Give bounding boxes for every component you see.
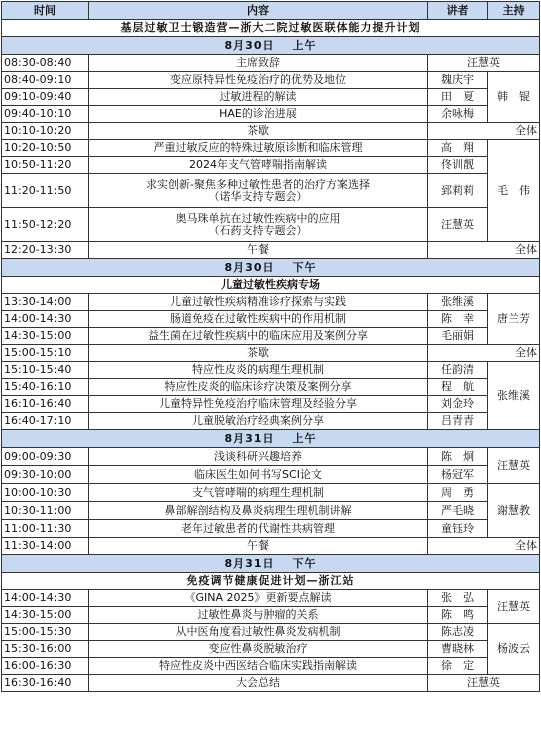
topic-sponsor: （石药支持专题会） — [208, 223, 308, 237]
time-cell: 08:30-08:40 — [2, 55, 89, 72]
host-cell: 杨波云 — [488, 624, 540, 675]
time-cell: 15:00-15:10 — [2, 345, 89, 362]
speaker-cell: 汪慧英 — [428, 675, 540, 692]
break-label: 茶歇 — [89, 123, 428, 140]
agenda-row — [2, 294, 540, 311]
host-cell: 汪慧英 — [488, 590, 540, 624]
speaker-cell: 汪慧英 — [428, 55, 540, 72]
time-cell: 10:50-11:20 — [2, 157, 89, 174]
agenda-row-closing — [2, 675, 540, 692]
section-period: 下午 — [292, 556, 317, 570]
speaker-cell: 汪慧英 — [428, 208, 488, 242]
topic-cell: 过敏性鼻炎与肿瘤的关系 — [89, 607, 428, 624]
agenda-row — [2, 174, 540, 208]
agenda-row — [2, 362, 540, 379]
section-period: 上午 — [292, 431, 317, 445]
speaker-cell: 张 弘 — [428, 590, 488, 607]
lunch-row — [2, 242, 540, 259]
speaker-cell: 魏庆宇 — [428, 72, 488, 89]
topic-cell: 变应性鼻炎脱敏治疗 — [89, 641, 428, 658]
speaker-cell: 童钰玲 — [428, 520, 488, 538]
time-cell: 09:00-09:30 — [2, 448, 89, 466]
speaker-cell: 张维溪 — [428, 294, 488, 311]
time-cell: 16:10-16:40 — [2, 396, 89, 413]
section-day1-pm — [2, 259, 540, 277]
topic-cell: HAE的诊治进展 — [89, 106, 428, 123]
topic-cell: 鼻部解剖结构及鼻炎病理生理机制讲解 — [89, 502, 428, 520]
time-cell: 14:00-14:30 — [2, 590, 89, 607]
host-cell: 唐兰芳 — [488, 294, 540, 345]
time-cell: 11:00-11:30 — [2, 520, 89, 538]
topic-cell: 儿童脱敏治疗经典案例分享 — [89, 413, 428, 430]
time-cell: 15:40-16:10 — [2, 379, 89, 396]
speaker-cell: 余咏梅 — [428, 106, 488, 123]
time-cell: 09:10-09:40 — [2, 89, 89, 106]
scope-cell: 全体 — [428, 123, 540, 140]
break-label: 茶歇 — [89, 345, 428, 362]
header-time: 时间 — [2, 2, 89, 20]
section-day2-pm — [2, 555, 540, 573]
agenda-row — [2, 641, 540, 658]
program-title-row — [2, 20, 540, 37]
speaker-cell: 程 航 — [428, 379, 488, 396]
lunch-label: 午餐 — [89, 242, 428, 259]
topic-cell: 特应性皮炎中西医结合临床实践指南解读 — [89, 658, 428, 675]
time-cell: 10:30-11:00 — [2, 502, 89, 520]
topic-cell: 支气管哮喘的病理生理机制 — [89, 484, 428, 502]
host-cell: 张维溪 — [488, 362, 540, 430]
speaker-cell: 佟训靓 — [428, 157, 488, 174]
time-cell: 11:20-11:50 — [2, 174, 89, 208]
time-cell: 15:10-15:40 — [2, 362, 89, 379]
topic-cell: 严重过敏反应的特殊过敏原诊断和临床管理 — [89, 140, 428, 157]
program-title: 基层过敏卫士锻造营—浙大二院过敏医联体能力提升计划 — [2, 20, 540, 37]
section-period: 下午 — [292, 260, 317, 274]
agenda-row-opening — [2, 55, 540, 72]
topic-line: 求实创新-聚焦多种过敏性患者的治疗方案选择 — [146, 177, 370, 191]
topic-cell: 益生菌在过敏性疾病中的临床应用及案例分享 — [89, 328, 428, 345]
agenda-row — [2, 624, 540, 641]
lunch-row — [2, 538, 540, 555]
speaker-cell: 吕青青 — [428, 413, 488, 430]
pediatric-title: 儿童过敏性疾病专场 — [2, 277, 540, 294]
topic-cell: 大会总结 — [89, 675, 428, 692]
section-day2-am — [2, 430, 540, 448]
agenda-row — [2, 520, 540, 538]
agenda-row — [2, 484, 540, 502]
topic-sponsor: （诺华支持专题会） — [208, 189, 308, 203]
speaker-cell: 杨冠军 — [428, 466, 488, 484]
speaker-cell: 刘金玲 — [428, 396, 488, 413]
section-date: 8月30日 — [224, 260, 275, 274]
program-title-2: 免疫调节健康促进计划—浙江站 — [2, 573, 540, 590]
speaker-cell: 曹晓林 — [428, 641, 488, 658]
time-cell: 10:00-10:30 — [2, 484, 89, 502]
time-cell: 15:30-16:00 — [2, 641, 89, 658]
topic-cell — [89, 208, 428, 242]
topic-cell: 变应原特异性免疫治疗的优势及地位 — [89, 72, 428, 89]
speaker-cell: 周 勇 — [428, 484, 488, 502]
topic-cell: 儿童特异性免疫治疗临床管理及经验分享 — [89, 396, 428, 413]
agenda-table — [1, 1, 540, 692]
section-day1-am — [2, 37, 540, 55]
time-cell: 16:30-16:40 — [2, 675, 89, 692]
agenda-row — [2, 658, 540, 675]
time-cell: 09:40-10:10 — [2, 106, 89, 123]
host-cell: 汪慧英 — [488, 448, 540, 484]
header-content: 内容 — [89, 2, 428, 20]
speaker-cell: 任韵清 — [428, 362, 488, 379]
header-speaker: 讲者 — [428, 2, 488, 20]
time-cell: 15:00-15:30 — [2, 624, 89, 641]
agenda-row — [2, 590, 540, 607]
topic-cell: 从中医角度看过敏性鼻炎发病机制 — [89, 624, 428, 641]
speaker-cell: 徐 定 — [428, 658, 488, 675]
topic-cell: 过敏进程的解读 — [89, 89, 428, 106]
topic-cell: 老年过敏患者的代谢性共病管理 — [89, 520, 428, 538]
break-row — [2, 345, 540, 362]
time-cell: 14:30-15:00 — [2, 607, 89, 624]
agenda-row — [2, 448, 540, 466]
speaker-cell: 严毛晓 — [428, 502, 488, 520]
time-cell: 09:30-10:00 — [2, 466, 89, 484]
agenda-row — [2, 208, 540, 242]
topic-cell: 肠道免疫在过敏性疾病中的作用机制 — [89, 311, 428, 328]
header-row — [2, 2, 540, 20]
topic-cell: 特应性皮炎的临床诊疗决策及案例分享 — [89, 379, 428, 396]
header-host: 主持 — [488, 2, 540, 20]
program-title-row-2 — [2, 573, 540, 590]
speaker-cell: 陈志凌 — [428, 624, 488, 641]
agenda-row — [2, 466, 540, 484]
time-cell: 08:40-09:10 — [2, 72, 89, 89]
pediatric-title-row — [2, 277, 540, 294]
scope-cell: 全体 — [428, 538, 540, 555]
speaker-cell: 毛丽娟 — [428, 328, 488, 345]
topic-cell: 2024年支气管哮喘指南解读 — [89, 157, 428, 174]
agenda-row — [2, 328, 540, 345]
speaker-cell: 郅莉莉 — [428, 174, 488, 208]
agenda-row — [2, 106, 540, 123]
topic-cell: 特应性皮炎的病理生理机制 — [89, 362, 428, 379]
lunch-label: 午餐 — [89, 538, 428, 555]
topic-cell — [89, 174, 428, 208]
section-period: 上午 — [292, 38, 317, 52]
agenda-row — [2, 413, 540, 430]
speaker-cell: 陈 幸 — [428, 311, 488, 328]
time-cell: 12:20-13:30 — [2, 242, 89, 259]
topic-cell: 儿童过敏性疾病精准诊疗探索与实践 — [89, 294, 428, 311]
time-cell: 16:40-17:10 — [2, 413, 89, 430]
topic-cell: 《GINA 2025》更新要点解读 — [89, 590, 428, 607]
agenda-row — [2, 607, 540, 624]
scope-cell: 全体 — [428, 242, 540, 259]
time-cell: 14:00-14:30 — [2, 311, 89, 328]
section-date: 8月31日 — [224, 556, 275, 570]
time-cell: 16:00-16:30 — [2, 658, 89, 675]
time-cell: 11:30-14:00 — [2, 538, 89, 555]
time-cell: 13:30-14:00 — [2, 294, 89, 311]
host-cell: 毛 伟 — [488, 140, 540, 242]
speaker-cell: 陈 炯 — [428, 448, 488, 466]
topic-cell: 浅谈科研兴趣培养 — [89, 448, 428, 466]
break-row — [2, 123, 540, 140]
time-cell: 14:30-15:00 — [2, 328, 89, 345]
agenda-row — [2, 396, 540, 413]
section-date: 8月30日 — [224, 38, 275, 52]
speaker-cell: 陈 鸣 — [428, 607, 488, 624]
agenda-row — [2, 157, 540, 174]
section-date: 8月31日 — [224, 431, 275, 445]
agenda-row — [2, 140, 540, 157]
agenda-row — [2, 72, 540, 89]
topic-cell: 主席致辞 — [89, 55, 428, 72]
scope-cell: 全体 — [428, 345, 540, 362]
topic-cell: 临床医生如何书写SCI论文 — [89, 466, 428, 484]
host-cell: 韩 锟 — [488, 72, 540, 123]
time-cell: 11:50-12:20 — [2, 208, 89, 242]
host-cell: 谢慧教 — [488, 484, 540, 538]
time-cell: 10:20-10:50 — [2, 140, 89, 157]
topic-line: 奥马珠单抗在过敏性疾病中的应用 — [175, 211, 341, 225]
agenda-row — [2, 89, 540, 106]
speaker-cell: 田 夏 — [428, 89, 488, 106]
agenda-row — [2, 379, 540, 396]
agenda-row — [2, 311, 540, 328]
agenda-row — [2, 502, 540, 520]
time-cell: 10:10-10:20 — [2, 123, 89, 140]
speaker-cell: 高 翔 — [428, 140, 488, 157]
